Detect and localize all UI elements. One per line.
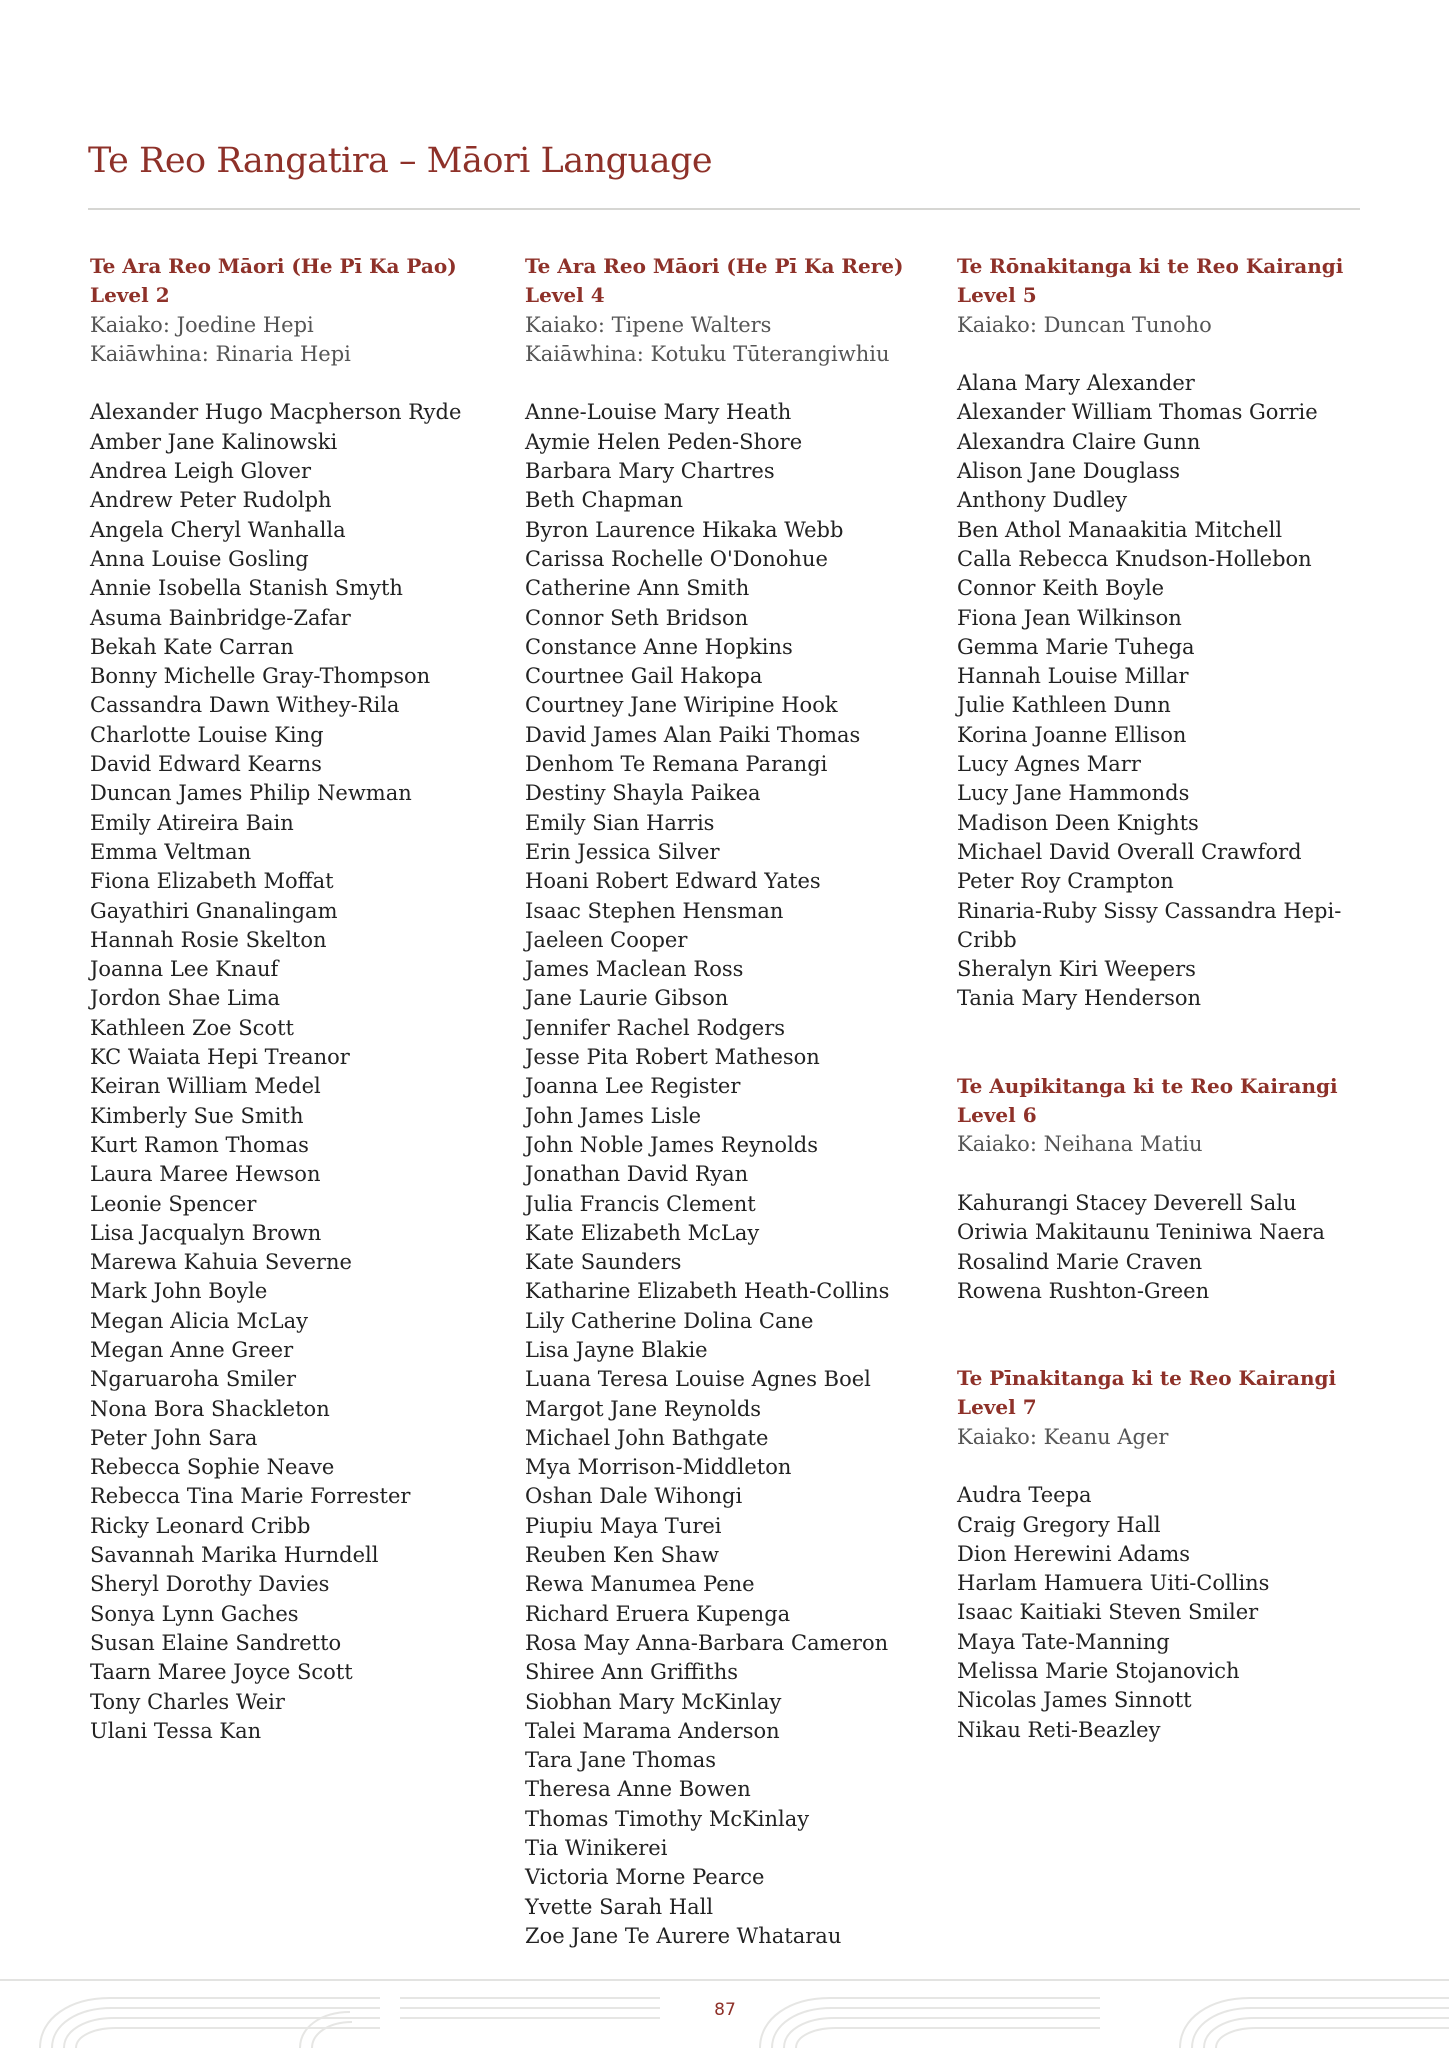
student-name: Kate Elizabeth McLay [525, 1220, 760, 1245]
student-name: Audra Teepa [957, 1483, 1092, 1508]
student-name: Oshan Dale Wihongi [525, 1484, 743, 1509]
student-name: Victoria Morne Pearce [525, 1865, 765, 1890]
student-name: Cassandra Dawn Withey-Rila [90, 693, 400, 718]
class-level: Level 6 [957, 1103, 1037, 1128]
class-section [957, 252, 1377, 1014]
student-name: Alexandra Claire Gunn [957, 429, 1201, 454]
student-name: Taarn Maree Joyce Scott [90, 1660, 353, 1685]
student-name: Rewa Manumea Pene [525, 1572, 755, 1597]
student-name: Jennifer Rachel Rodgers [525, 1015, 786, 1040]
student-name: Nicolas James Sinnott [957, 1688, 1192, 1713]
student-name: Connor Seth Bridson [525, 605, 749, 630]
student-name: Michael David Overall Crawford [957, 839, 1302, 864]
student-name: Keiran William Medel [90, 1074, 321, 1099]
student-name: Kurt Ramon Thomas [90, 1132, 309, 1157]
student-name: James Maclean Ross [525, 957, 744, 982]
student-name: Isaac Stephen Hensman [525, 898, 784, 923]
student-name: Kathleen Zoe Scott [90, 1015, 294, 1040]
class-section [957, 1364, 1377, 1745]
student-name: Destiny Shayla Paikea [525, 781, 761, 806]
student-name: Barbara Mary Chartres [525, 459, 775, 484]
student-name: Angela Cheryl Wanhalla [90, 517, 346, 542]
student-name: Maya Tate-Manning [957, 1629, 1170, 1654]
student-name: Craig Gregory Hall [957, 1512, 1161, 1537]
class-level: Level 7 [957, 1395, 1037, 1420]
student-name: Rebecca Tina Marie Forrester [90, 1484, 411, 1509]
student-name: Tara Jane Thomas [525, 1748, 717, 1773]
student-name: Constance Anne Hopkins [525, 634, 793, 659]
student-name: Lily Catherine Dolina Cane [525, 1308, 814, 1333]
student-name: Korina Joanne Ellison [957, 722, 1187, 747]
student-name: Talei Marama Anderson [525, 1718, 780, 1743]
class-level: Level 2 [90, 283, 170, 308]
student-name: Tania Mary Henderson [957, 986, 1202, 1011]
student-name: Jane Laurie Gibson [525, 986, 729, 1011]
column-3 [957, 252, 1377, 1745]
student-name: Alexander William Thomas Gorrie [957, 400, 1318, 425]
student-name: Gayathiri Gnanalingam [90, 898, 338, 923]
student-name: Kimberly Sue Smith [90, 1103, 304, 1128]
student-name: Kahurangi Stacey Deverell Salu [957, 1190, 1297, 1215]
teacher-line: Kaiako: Joedine Hepi [90, 312, 314, 337]
student-list [525, 398, 945, 1951]
class-section [957, 1072, 1377, 1306]
class-title: Te Aupikitanga ki te Reo Kairangi [957, 1073, 1338, 1098]
student-name: Lisa Jayne Blakie [525, 1337, 708, 1362]
student-list [957, 1481, 1377, 1745]
teacher-line: Kaiako: Keanu Ager [957, 1424, 1169, 1449]
assistant-line: Kaiāwhina: Rinaria Hepi [90, 341, 351, 366]
student-name: Byron Laurence Hikaka Webb [525, 517, 844, 542]
student-name: Tony Charles Weir [90, 1689, 285, 1714]
student-name: Megan Anne Greer [90, 1337, 294, 1362]
student-name: Joanna Lee Knauf [90, 957, 279, 982]
column-1 [90, 252, 510, 1746]
student-name: Luana Teresa Louise Agnes Boel [525, 1367, 871, 1392]
student-name: Lucy Jane Hammonds [957, 781, 1190, 806]
student-name: Asuma Bainbridge-Zafar [90, 605, 351, 630]
student-name: Fiona Elizabeth Moffat [90, 869, 334, 894]
student-name: Alexander Hugo Macpherson Ryde [90, 400, 462, 425]
student-name: Sonya Lynn Gaches [90, 1601, 299, 1626]
student-list [957, 1189, 1377, 1306]
student-name: Ngaruaroha Smiler [90, 1367, 297, 1392]
student-name: Emily Atireira Bain [90, 810, 294, 835]
student-name: Marewa Kahuia Severne [90, 1250, 352, 1275]
student-name: Andrew Peter Rudolph [90, 488, 332, 513]
student-name: Calla Rebecca Knudson-Hollebon [957, 546, 1312, 571]
student-name: Anne-Louise Mary Heath [525, 400, 792, 425]
student-name: Mya Morrison-Middleton [525, 1455, 792, 1480]
student-name: Isaac Kaitiaki Steven Smiler [957, 1600, 1259, 1625]
student-name: Rowena Rushton-Green [957, 1278, 1210, 1303]
student-name: Alison Jane Douglass [957, 459, 1181, 484]
student-name: Piupiu Maya Turei [525, 1513, 722, 1538]
teacher-line: Kaiako: Neihana Matiu [957, 1132, 1203, 1157]
student-name: Amber Jane Kalinowski [90, 429, 338, 454]
teacher-line: Kaiako: Tipene Walters [525, 312, 772, 337]
student-name: Anthony Dudley [957, 488, 1128, 513]
student-name: David James Alan Paiki Thomas [525, 722, 861, 747]
student-name: Connor Keith Boyle [957, 576, 1165, 601]
student-name: Lisa Jacqualyn Brown [90, 1220, 322, 1245]
title-divider [88, 208, 1360, 210]
class-level: Level 4 [525, 283, 605, 308]
student-name: Jordon Shae Lima [90, 986, 281, 1011]
student-name: Denhom Te Remana Parangi [525, 752, 828, 777]
student-name: Courtnee Gail Hakopa [525, 664, 763, 689]
student-name: Hoani Robert Edward Yates [525, 869, 821, 894]
student-name: Julie Kathleen Dunn [957, 693, 1171, 718]
class-title: Te Rōnakitanga ki te Reo Kairangi [957, 254, 1344, 278]
student-name: Tia Winikerei [525, 1836, 668, 1861]
student-name: Duncan James Philip Newman [90, 781, 412, 806]
student-name: Margot Jane Reynolds [525, 1396, 762, 1421]
student-name: Joanna Lee Register [525, 1074, 741, 1099]
student-name: Savannah Marika Hurndell [90, 1543, 379, 1568]
student-name: Dion Herewini Adams [957, 1541, 1191, 1566]
student-name: Ben Athol Manaakitia Mitchell [957, 517, 1283, 542]
student-name: Jaeleen Cooper [525, 927, 688, 952]
student-name: Emma Veltman [90, 839, 252, 864]
assistant-line: Kaiāwhina: Kotuku Tūterangiwhiu [525, 341, 890, 366]
class-title: Te Ara Reo Māori (He Pī Ka Rere) [525, 254, 904, 278]
student-name: Charlotte Louise King [90, 722, 324, 747]
student-name: Katharine Elizabeth Heath-Collins [525, 1279, 890, 1304]
student-name: Erin Jessica Silver [525, 839, 720, 864]
student-name: Ulani Tessa Kan [90, 1718, 262, 1743]
class-level: Level 5 [957, 283, 1037, 308]
student-name: Bonny Michelle Gray-Thompson [90, 664, 431, 689]
student-name: John James Lisle [525, 1103, 702, 1128]
student-name: Gemma Marie Tuhega [957, 634, 1195, 659]
student-name: Leonie Spencer [90, 1191, 257, 1216]
student-name: Rosalind Marie Craven [957, 1249, 1203, 1274]
student-name: Anna Louise Gosling [90, 546, 309, 571]
student-name: Oriwia Makitaunu Teniniwa Naera [957, 1220, 1325, 1245]
student-name: Fiona Jean Wilkinson [957, 605, 1182, 630]
student-name: Hannah Louise Millar [957, 664, 1189, 689]
student-name: Theresa Anne Bowen [525, 1777, 751, 1802]
student-name: Jonathan David Ryan [525, 1162, 749, 1187]
student-name: Andrea Leigh Glover [90, 459, 311, 484]
student-name: Bekah Kate Carran [90, 634, 294, 659]
student-name: Kate Saunders [525, 1250, 682, 1275]
student-name: Harlam Hamuera Uiti-Collins [957, 1571, 1270, 1596]
student-name: Nona Bora Shackleton [90, 1396, 330, 1421]
student-list [957, 369, 1377, 1014]
student-name: Emily Sian Harris [525, 810, 715, 835]
class-section [525, 252, 945, 1951]
student-list [90, 398, 510, 1746]
student-name: Yvette Sarah Hall [525, 1894, 714, 1919]
page-title: Te Reo Rangatira – Māori Language [88, 141, 713, 182]
student-name: Beth Chapman [525, 488, 684, 513]
column-2 [525, 252, 945, 1951]
class-title: Te Ara Reo Māori (He Pī Ka Pao) [90, 254, 457, 278]
student-name: Thomas Timothy McKinlay [525, 1806, 810, 1831]
student-name: Alana Mary Alexander [957, 371, 1195, 396]
student-name: David Edward Kearns [90, 752, 322, 777]
student-name: Ricky Leonard Cribb [90, 1513, 311, 1538]
page-number: 87 [714, 2000, 736, 2020]
student-name: Aymie Helen Peden-Shore [525, 429, 803, 454]
student-name: Rinaria-Ruby Sissy Cassandra Hepi-Cribb [957, 898, 1342, 952]
student-name: Rebecca Sophie Neave [90, 1455, 335, 1480]
student-name: KC Waiata Hepi Treanor [90, 1045, 350, 1070]
student-name: Annie Isobella Stanish Smyth [90, 576, 403, 601]
student-name: Rosa May Anna-Barbara Cameron [525, 1630, 889, 1655]
student-name: Reuben Ken Shaw [525, 1543, 719, 1568]
class-title: Te Pīnakitanga ki te Reo Kairangi [957, 1366, 1337, 1391]
student-name: Sheralyn Kiri Weepers [957, 957, 1196, 982]
student-name: John Noble James Reynolds [525, 1132, 819, 1157]
student-name: Sheryl Dorothy Davies [90, 1572, 330, 1597]
student-name: Nikau Reti-Beazley [957, 1717, 1161, 1742]
student-name: Hannah Rosie Skelton [90, 927, 327, 952]
student-name: Peter John Sara [90, 1425, 258, 1450]
student-name: Michael John Bathgate [525, 1425, 769, 1450]
student-name: Courtney Jane Wiripine Hook [525, 693, 838, 718]
student-name: Peter Roy Crampton [957, 869, 1174, 894]
student-name: Catherine Ann Smith [525, 576, 750, 601]
student-name: Laura Maree Hewson [90, 1162, 321, 1187]
class-section [90, 252, 510, 1746]
student-name: Megan Alicia McLay [90, 1308, 308, 1333]
student-name: Madison Deen Knights [957, 810, 1199, 835]
student-name: Zoe Jane Te Aurere Whatarau [525, 1923, 842, 1948]
student-name: Mark John Boyle [90, 1279, 268, 1304]
student-name: Siobhan Mary McKinlay [525, 1689, 782, 1714]
student-name: Susan Elaine Sandretto [90, 1630, 342, 1655]
student-name: Lucy Agnes Marr [957, 752, 1141, 777]
student-name: Julia Francis Clement [525, 1191, 756, 1216]
student-name: Carissa Rochelle O'Donohue [525, 546, 828, 571]
teacher-line: Kaiako: Duncan Tunoho [957, 312, 1212, 337]
student-name: Richard Eruera Kupenga [525, 1601, 791, 1626]
student-name: Melissa Marie Stojanovich [957, 1659, 1240, 1684]
student-name: Jesse Pita Robert Matheson [525, 1045, 820, 1070]
student-name: Shiree Ann Griffiths [525, 1660, 738, 1685]
